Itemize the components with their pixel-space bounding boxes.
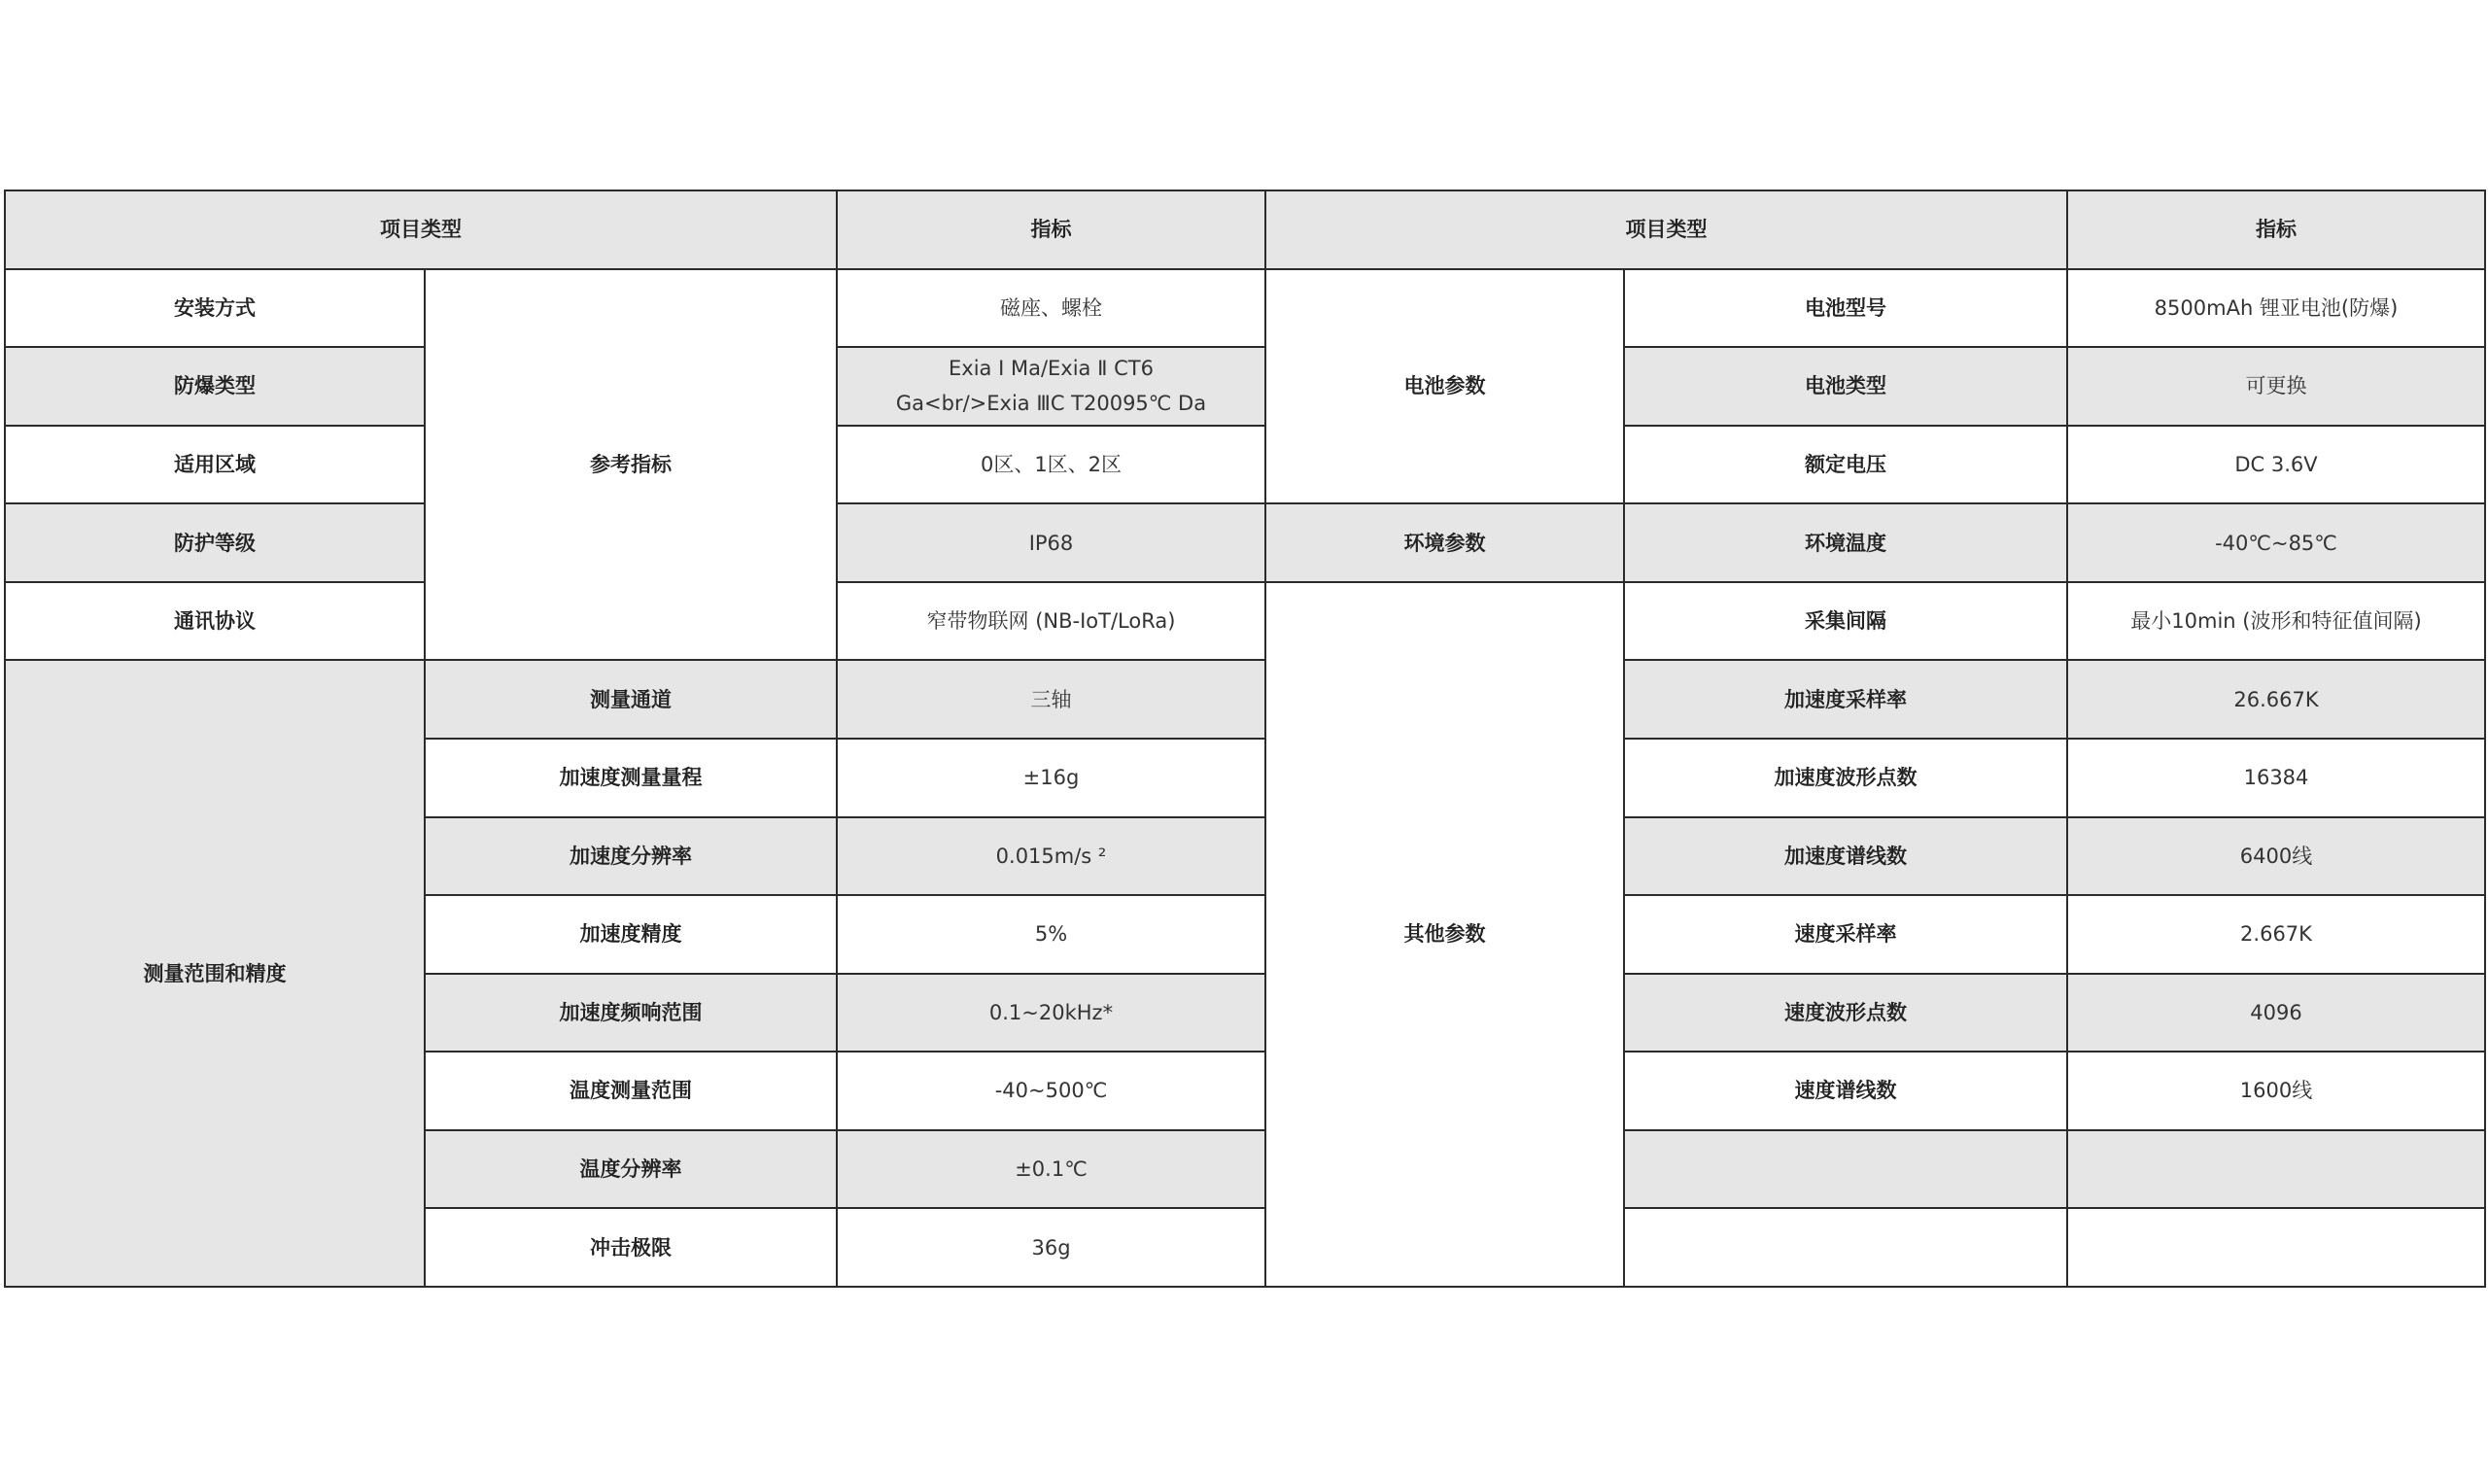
- value-vel-sample-rate: 2.667K: [2067, 895, 2485, 974]
- value-vel-spectral-lines: 1600线: [2067, 1052, 2485, 1130]
- table-header-row: [5, 190, 2485, 269]
- row-label-interval: 采集间隔: [1624, 582, 2067, 661]
- row-label-vel-spectral-lines: 速度谱线数: [1624, 1052, 2067, 1130]
- value-protocol: 窄带物联网 (NB-IoT/LoRa): [837, 582, 1265, 661]
- row-label-temp-range: 温度测量范围: [425, 1052, 837, 1130]
- row-label-vel-sample-rate: 速度采样率: [1624, 895, 2067, 974]
- row-label-voltage: 额定电压: [1624, 426, 2067, 504]
- header-left-type: 项目类型: [5, 190, 837, 269]
- table-row: [5, 660, 2485, 739]
- value-temp-range: -40~500℃: [837, 1052, 1265, 1130]
- value-acc-sample-rate: 26.667K: [2067, 660, 2485, 739]
- value-zone: 0区、1区、2区: [837, 426, 1265, 504]
- value-explosion-line1: Exia Ⅰ Ma/Exia Ⅱ CT6: [949, 357, 1154, 381]
- row-label-protocol: 通讯协议: [5, 582, 425, 661]
- row-label-acc-wave-points: 加速度波形点数: [1624, 739, 2067, 817]
- group-measurement: 测量范围和精度: [5, 660, 425, 1287]
- value-shock-limit: 36g: [837, 1208, 1265, 1287]
- value-acc-freq-range: 0.1~20kHz*: [837, 974, 1265, 1053]
- value-vel-wave-points: 4096: [2067, 974, 2485, 1053]
- row-label-acc-range: 加速度测量量程: [425, 739, 837, 817]
- header-right-type: 项目类型: [1265, 190, 2067, 269]
- header-left-indicator: 指标: [837, 190, 1265, 269]
- row-label-shock-limit: 冲击极限: [425, 1208, 837, 1287]
- row-label-install: 安装方式: [5, 269, 425, 348]
- value-acc-resolution: 0.015m/s ²: [837, 817, 1265, 896]
- group-battery: 电池参数: [1265, 269, 1624, 504]
- row-label-battery-model: 电池型号: [1624, 269, 2067, 348]
- table-row: [5, 582, 2485, 661]
- spec-table: [4, 190, 2486, 1288]
- value-explosion-line2: Ga<br/>Exia ⅢC T20095℃ Da: [895, 392, 1207, 416]
- row-label-acc-spectral-lines: 加速度谱线数: [1624, 817, 2067, 896]
- group-other: 其他参数: [1265, 582, 1624, 1287]
- row-label-protection: 防护等级: [5, 503, 425, 582]
- row-label-channel: 测量通道: [425, 660, 837, 739]
- value-explosion: [837, 347, 1265, 426]
- row-label-acc-resolution: 加速度分辨率: [425, 817, 837, 896]
- row-label-acc-freq-range: 加速度频响范围: [425, 974, 837, 1053]
- value-acc-wave-points: 16384: [2067, 739, 2485, 817]
- header-right-indicator: 指标: [2067, 190, 2485, 269]
- row-label-acc-sample-rate: 加速度采样率: [1624, 660, 2067, 739]
- row-label-empty-1: [1624, 1130, 2067, 1209]
- group-reference: 参考指标: [425, 269, 837, 661]
- row-label-temp-resolution: 温度分辨率: [425, 1130, 837, 1209]
- value-acc-accuracy: 5%: [837, 895, 1265, 974]
- value-install: 磁座、螺栓: [837, 269, 1265, 348]
- row-label-acc-accuracy: 加速度精度: [425, 895, 837, 974]
- row-label-empty-2: [1624, 1208, 2067, 1287]
- row-label-explosion: 防爆类型: [5, 347, 425, 426]
- value-battery-model: 8500mAh 锂亚电池(防爆): [2067, 269, 2485, 348]
- value-voltage: DC 3.6V: [2067, 426, 2485, 504]
- table-row: [5, 347, 2485, 426]
- value-acc-range: ±16g: [837, 739, 1265, 817]
- row-label-zone: 适用区域: [5, 426, 425, 504]
- table-row: [5, 503, 2485, 582]
- row-label-battery-type: 电池类型: [1624, 347, 2067, 426]
- value-temp-resolution: ±0.1℃: [837, 1130, 1265, 1209]
- value-empty-1: [2067, 1130, 2485, 1209]
- row-label-env-temp: 环境温度: [1624, 503, 2067, 582]
- value-battery-type: 可更换: [2067, 347, 2485, 426]
- value-protection: IP68: [837, 503, 1265, 582]
- group-environment: 环境参数: [1265, 503, 1624, 582]
- value-empty-2: [2067, 1208, 2485, 1287]
- value-acc-spectral-lines: 6400线: [2067, 817, 2485, 896]
- value-env-temp: -40℃~85℃: [2067, 503, 2485, 582]
- row-label-vel-wave-points: 速度波形点数: [1624, 974, 2067, 1053]
- value-interval: 最小10min (波形和特征值间隔): [2067, 582, 2485, 661]
- table-row: [5, 426, 2485, 504]
- value-channel: 三轴: [837, 660, 1265, 739]
- table-row: [5, 269, 2485, 348]
